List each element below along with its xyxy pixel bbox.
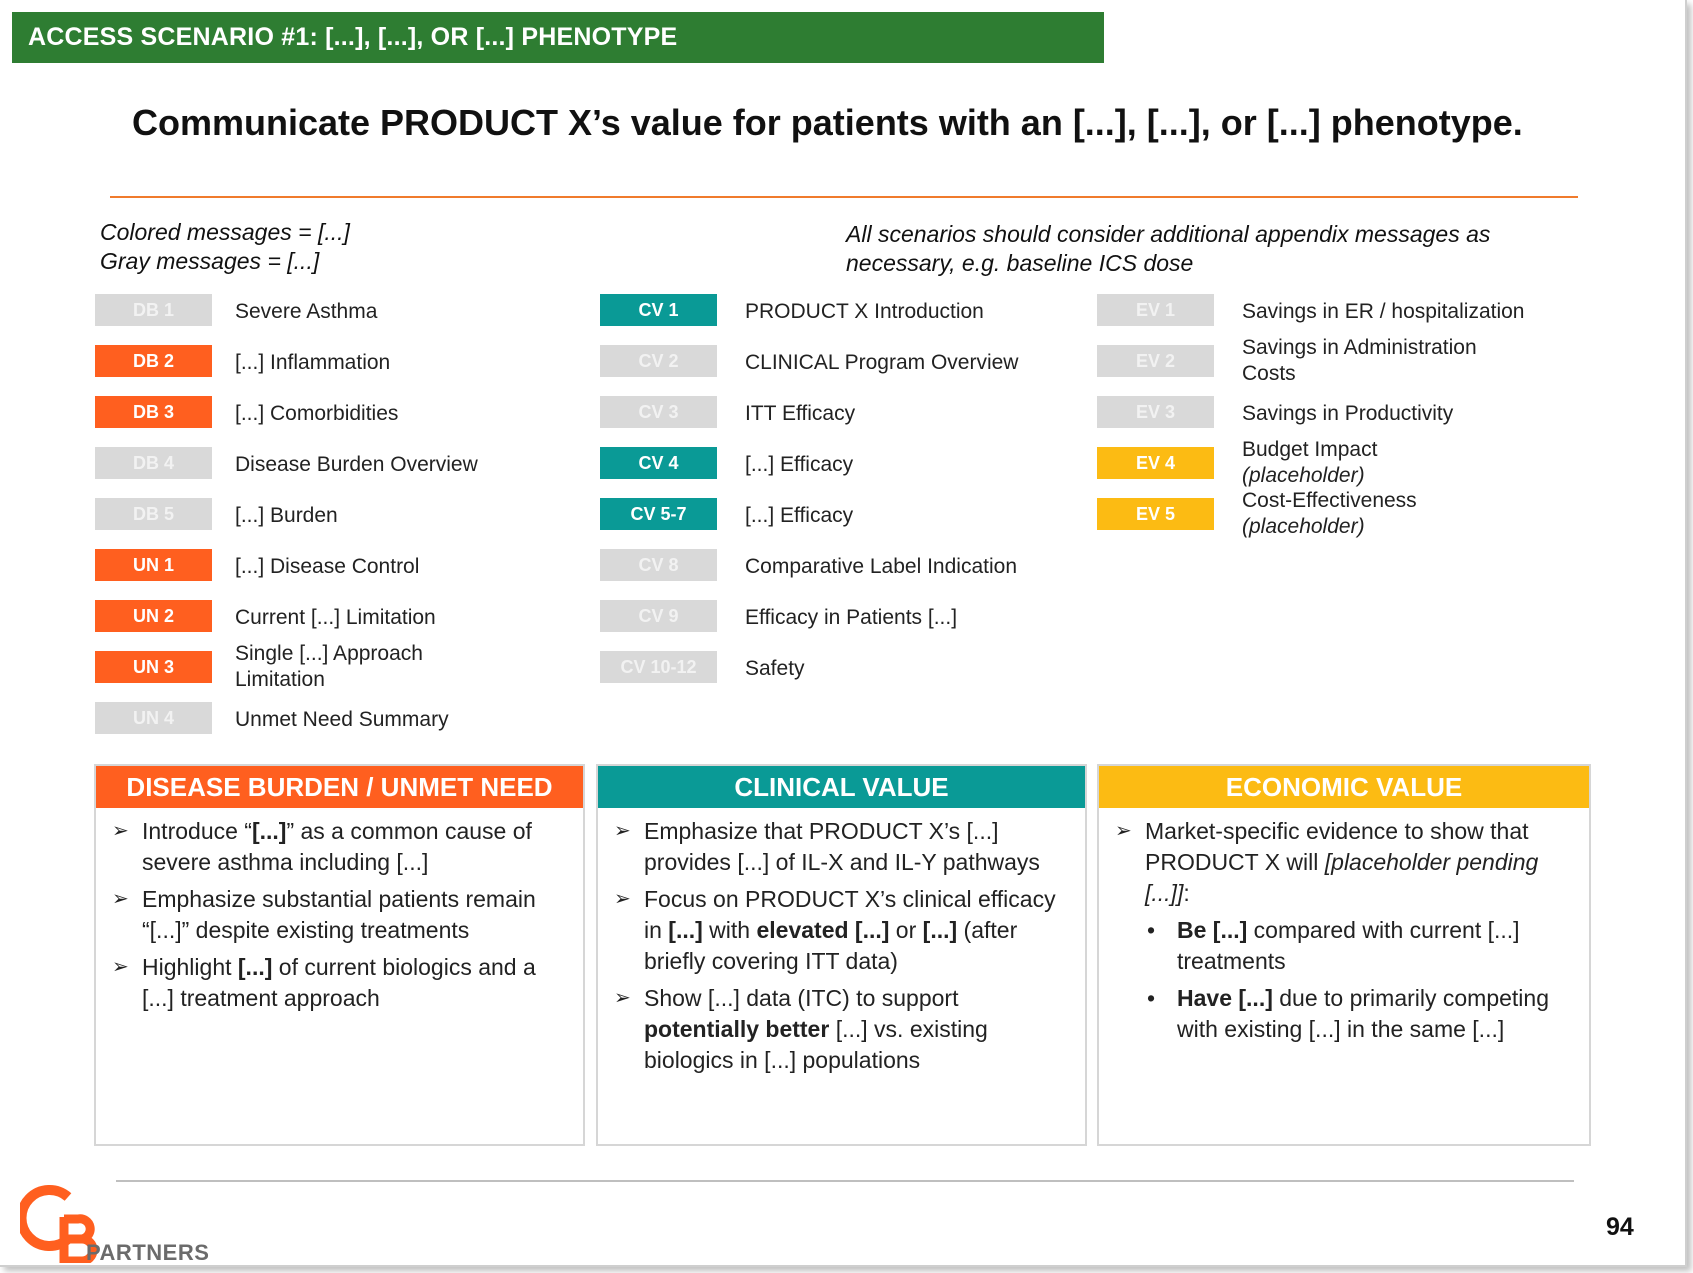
message-label: Severe Asthma	[235, 300, 378, 323]
message-label: Comparative Label Indication	[745, 555, 1017, 578]
message-label-main: Cost-Effectiveness	[1242, 489, 1417, 512]
message-badge: UN 2	[95, 600, 212, 632]
bullet-item: ➢ Emphasize that PRODUCT X’s [...] provides [...] of IL-X and IL-Y pathways	[614, 818, 1040, 875]
message-badge: CV 3	[600, 396, 717, 428]
message-badge: DB 5	[95, 498, 212, 530]
message-badge: EV 4	[1097, 447, 1214, 479]
message-label: Current [...] Limitation	[235, 606, 436, 629]
bullet-item: ➢ Market-specific evidence to show that PRODUCT X will [placeholder pending [...]]:	[1115, 818, 1539, 906]
message-label: [...] Comorbidities	[235, 402, 399, 425]
arrow-bullet-icon: ➢	[112, 956, 129, 978]
message-label: [...] Efficacy	[745, 453, 854, 476]
message-badge: CV 9	[600, 600, 717, 632]
arrow-bullet-icon: ➢	[112, 888, 129, 910]
bullet-item: ➢ Show [...] data (ITC) to support potentially better [...] vs. existing biologics in [...] populations	[614, 985, 988, 1073]
message-label: CLINICAL Program Overview	[745, 351, 1019, 374]
sub-bullet-item: • Be [...] compared with current [...] treatments	[1147, 917, 1520, 974]
message-label: [...] Inflammation	[235, 351, 391, 374]
message-badge: EV 2	[1097, 345, 1214, 377]
message-label-main: Budget Impact	[1242, 438, 1378, 461]
message-badge: CV 4	[600, 447, 717, 479]
arrow-bullet-icon: ➢	[614, 820, 631, 842]
economic-value-header: ECONOMIC VALUE	[1099, 766, 1589, 808]
message-badge: CV 1	[600, 294, 717, 326]
disease-burden-box	[94, 764, 585, 1146]
message-label: Efficacy in Patients [...]	[745, 606, 958, 629]
dot-bullet-icon: •	[1147, 917, 1156, 943]
clinical-value-box	[596, 764, 1087, 1146]
color-legend	[100, 218, 350, 276]
logo-wordmark: PARTNERS	[86, 1240, 210, 1265]
message-label: Unmet Need Summary	[235, 708, 449, 731]
message-badge: UN 4	[95, 702, 212, 734]
message-label: Single [...] Approach Limitation	[235, 642, 423, 691]
message-badge: DB 2	[95, 345, 212, 377]
arrow-bullet-icon: ➢	[614, 987, 631, 1009]
bullet-item: ➢ Focus on PRODUCT X’s clinical efficacy in [...] with elevated [...] or [...] (after briefly covering ITT data)	[614, 886, 1056, 974]
message-badge: UN 3	[95, 651, 212, 683]
message-badge: CV 10-12	[600, 651, 717, 683]
message-badge: DB 4	[95, 447, 212, 479]
slide-title: Communicate PRODUCT X’s value for patients with an [...], [...], or [...] phenotype.	[132, 102, 1523, 143]
message-badge: EV 1	[1097, 294, 1214, 326]
message-label-placeholder: (placeholder)	[1242, 515, 1365, 538]
message-label: Savings in Productivity	[1242, 402, 1454, 425]
message-badge: CV 8	[600, 549, 717, 581]
message-label: [...] Burden	[235, 504, 338, 527]
legend-colored: Colored messages = [...]	[100, 219, 350, 245]
page-number: 94	[1606, 1213, 1634, 1241]
message-badge: EV 5	[1097, 498, 1214, 530]
legend-gray: Gray messages = [...]	[100, 248, 320, 274]
message-badge: DB 3	[95, 396, 212, 428]
title-divider	[110, 196, 1578, 198]
message-label	[1242, 488, 1572, 540]
message-label: [...] Efficacy	[745, 504, 854, 527]
clinical-value-header: CLINICAL VALUE	[598, 766, 1085, 808]
arrow-bullet-icon: ➢	[614, 888, 631, 910]
economic-value-body	[1099, 808, 1589, 1045]
arrow-bullet-icon: ➢	[1115, 820, 1132, 842]
bullet-item: ➢ Emphasize substantial patients remain “[...]” despite existing treatments	[112, 886, 536, 943]
scenario-banner: ACCESS SCENARIO #1: [...], [...], OR [...] PHENOTYPE	[12, 12, 1104, 63]
bullet-item: ➢ Highlight [...] of current biologics and a [...] treatment approach	[112, 954, 536, 1011]
message-badge: CV 2	[600, 345, 717, 377]
clinical-value-body	[598, 808, 1085, 1076]
message-label: Safety	[745, 657, 805, 680]
economic-value-box	[1097, 764, 1591, 1146]
message-badge: CV 5-7	[600, 498, 717, 530]
arrow-bullet-icon: ➢	[112, 820, 129, 842]
message-label: Disease Burden Overview	[235, 453, 478, 476]
message-label: PRODUCT X Introduction	[745, 300, 984, 323]
message-label: Savings in ER / hospitalization	[1242, 300, 1525, 323]
message-label: ITT Efficacy	[745, 402, 856, 425]
message-badge: EV 3	[1097, 396, 1214, 428]
scenario-note: All scenarios should consider additional appendix messages as necessary, e.g. baseline ICS dose	[846, 221, 1491, 276]
bullet-item: ➢ Introduce “[...]” as a common cause of severe asthma including [...]	[112, 818, 532, 875]
disease-burden-body	[96, 808, 583, 1014]
message-badge: DB 1	[95, 294, 212, 326]
message-label	[1242, 437, 1572, 489]
message-badge: UN 1	[95, 549, 212, 581]
disease-burden-header: DISEASE BURDEN / UNMET NEED	[96, 766, 583, 808]
message-label: [...] Disease Control	[235, 555, 420, 578]
message-label: Savings in Administration Costs	[1242, 336, 1477, 385]
dot-bullet-icon: •	[1147, 985, 1156, 1011]
message-label-placeholder: (placeholder)	[1242, 464, 1365, 487]
sub-bullet-item: • Have [...] due to primarily competing with existing [...] in the same [...]	[1147, 985, 1549, 1042]
footer-divider	[116, 1180, 1574, 1182]
